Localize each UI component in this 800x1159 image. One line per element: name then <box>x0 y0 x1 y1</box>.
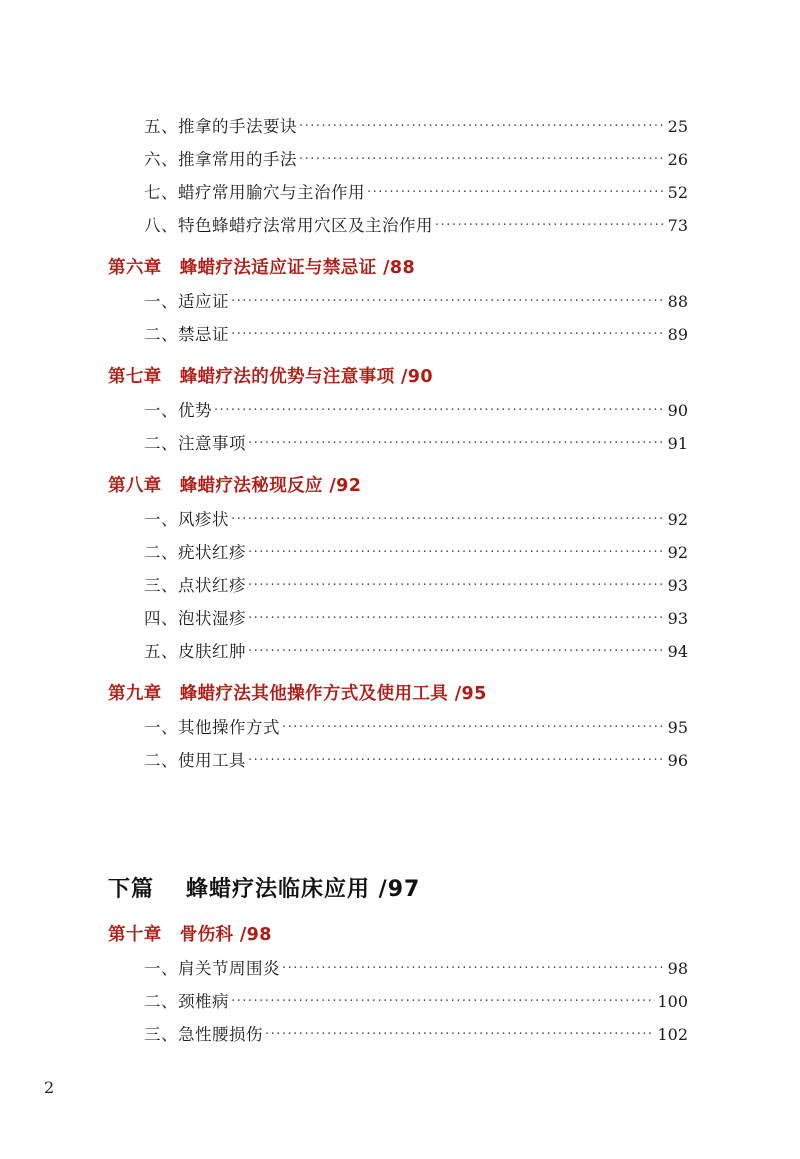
toc-entry-page: 100 <box>657 992 688 1011</box>
toc-entry[interactable] <box>144 146 688 170</box>
toc-chapter-title: 蜂蜡疗法的优势与注意事项 /90 <box>179 367 433 387</box>
toc-leader-dots <box>299 150 666 167</box>
toc-entry-label: 八、特色蜂蜡疗法常用穴区及主治作用 <box>144 216 433 235</box>
toc-entry-label: 一、风疹状 <box>144 510 229 529</box>
toc-entry-page: 98 <box>667 959 688 978</box>
toc-entry-page: 96 <box>667 751 688 770</box>
toc-leader-dots <box>248 434 666 451</box>
toc-entry[interactable] <box>144 321 688 345</box>
toc-chapter-title: 蜂蜡疗法适应证与禁忌证 /88 <box>179 258 416 278</box>
toc-entry-label: 二、疣状红疹 <box>144 543 246 562</box>
toc-part-heading[interactable] <box>108 872 688 903</box>
toc-chapter-heading[interactable] <box>108 921 688 946</box>
toc-chapter-number: 第七章 <box>108 367 162 387</box>
toc-leader-dots <box>231 325 666 342</box>
toc-entry-label: 二、颈椎病 <box>144 992 229 1011</box>
toc-entry[interactable] <box>144 955 688 979</box>
toc-entry-label: 三、急性腰损伤 <box>144 1025 263 1044</box>
toc-chapter-heading[interactable] <box>108 472 688 497</box>
toc-leader-dots <box>367 183 666 200</box>
toc-entry[interactable] <box>144 506 688 530</box>
toc-entry-page: 93 <box>667 576 688 595</box>
toc-entry-label: 六、推拿常用的手法 <box>144 150 297 169</box>
toc-entry-label: 一、肩关节周围炎 <box>144 959 280 978</box>
toc-entry[interactable] <box>144 397 688 421</box>
toc-entry-page: 52 <box>667 183 688 202</box>
toc-chapter-title: 蜂蜡疗法其他操作方式及使用工具 /95 <box>179 684 487 704</box>
toc-leader-dots <box>248 543 666 560</box>
section-spacer <box>108 780 688 814</box>
toc-entry-page: 102 <box>657 1025 688 1044</box>
toc-part-title: 蜂蜡疗法临床应用 /97 <box>186 877 421 902</box>
toc-entry-label: 四、泡状湿疹 <box>144 609 246 628</box>
toc-entry-label: 五、推拿的手法要诀 <box>144 117 297 136</box>
toc-leader-dots <box>248 642 666 659</box>
toc-entry-page: 91 <box>667 434 688 453</box>
toc-entry-label: 二、禁忌证 <box>144 325 229 344</box>
toc-chapter-number: 第六章 <box>108 258 162 278</box>
toc-leader-dots <box>282 718 666 735</box>
toc-entry[interactable] <box>144 1021 688 1045</box>
toc-leader-dots <box>231 292 666 309</box>
toc-entry-label: 五、皮肤红肿 <box>144 642 246 661</box>
toc-entry-page: 93 <box>667 609 688 628</box>
toc-entry-page: 88 <box>667 292 688 311</box>
toc-leader-dots <box>231 992 655 1009</box>
toc-leader-dots <box>248 576 666 593</box>
toc-chapter-title: 骨伤科 /98 <box>179 925 272 945</box>
toc-entry[interactable] <box>144 605 688 629</box>
toc-entry-page: 92 <box>667 543 688 562</box>
toc-entry-label: 二、使用工具 <box>144 751 246 770</box>
toc-entry-page: 73 <box>667 216 688 235</box>
toc-entry-page: 94 <box>667 642 688 661</box>
toc-entry-page: 90 <box>667 401 688 420</box>
toc-entry[interactable] <box>144 638 688 662</box>
toc-entry[interactable] <box>144 113 688 137</box>
toc-entry[interactable] <box>144 572 688 596</box>
toc-leader-dots <box>435 216 666 233</box>
toc-entry[interactable] <box>144 288 688 312</box>
toc-entry[interactable] <box>144 430 688 454</box>
toc-leader-dots <box>231 510 666 527</box>
toc-chapter-number: 第八章 <box>108 476 162 496</box>
toc-entry[interactable] <box>144 212 688 236</box>
toc-part-number: 下篇 <box>108 877 155 902</box>
toc-entry-label: 七、蜡疗常用腧穴与主治作用 <box>144 183 365 202</box>
toc-entry-page: 95 <box>667 718 688 737</box>
toc-chapter-number: 第九章 <box>108 684 162 704</box>
toc-chapter-title: 蜂蜡疗法秘现反应 /92 <box>179 476 362 496</box>
toc-entry[interactable] <box>144 539 688 563</box>
toc-leader-dots <box>248 609 666 626</box>
toc-entry[interactable] <box>144 988 688 1012</box>
toc-entry-label: 三、点状红疹 <box>144 576 246 595</box>
toc-chapter-heading[interactable] <box>108 254 688 279</box>
toc-entry-page: 89 <box>667 325 688 344</box>
toc-entry-label: 一、适应证 <box>144 292 229 311</box>
toc-entry-page: 92 <box>667 510 688 529</box>
toc-entry-label: 二、注意事项 <box>144 434 246 453</box>
toc-chapter-heading[interactable] <box>108 363 688 388</box>
toc-leader-dots <box>299 117 666 134</box>
toc-chapter-number: 第十章 <box>108 925 162 945</box>
toc-leader-dots <box>248 751 666 768</box>
toc-entry[interactable] <box>144 747 688 771</box>
toc-leader-dots <box>265 1025 655 1042</box>
toc-entry-page: 25 <box>667 117 688 136</box>
toc-chapter-heading[interactable] <box>108 680 688 705</box>
toc-entry-label: 一、优势 <box>144 401 212 420</box>
table-of-contents <box>108 104 688 1054</box>
page-folio: 2 <box>44 1078 55 1097</box>
toc-leader-dots <box>282 959 666 976</box>
toc-entry[interactable] <box>144 714 688 738</box>
toc-entry-label: 一、其他操作方式 <box>144 718 280 737</box>
toc-leader-dots <box>214 401 666 418</box>
toc-entry[interactable] <box>144 179 688 203</box>
toc-entry-page: 26 <box>667 150 688 169</box>
